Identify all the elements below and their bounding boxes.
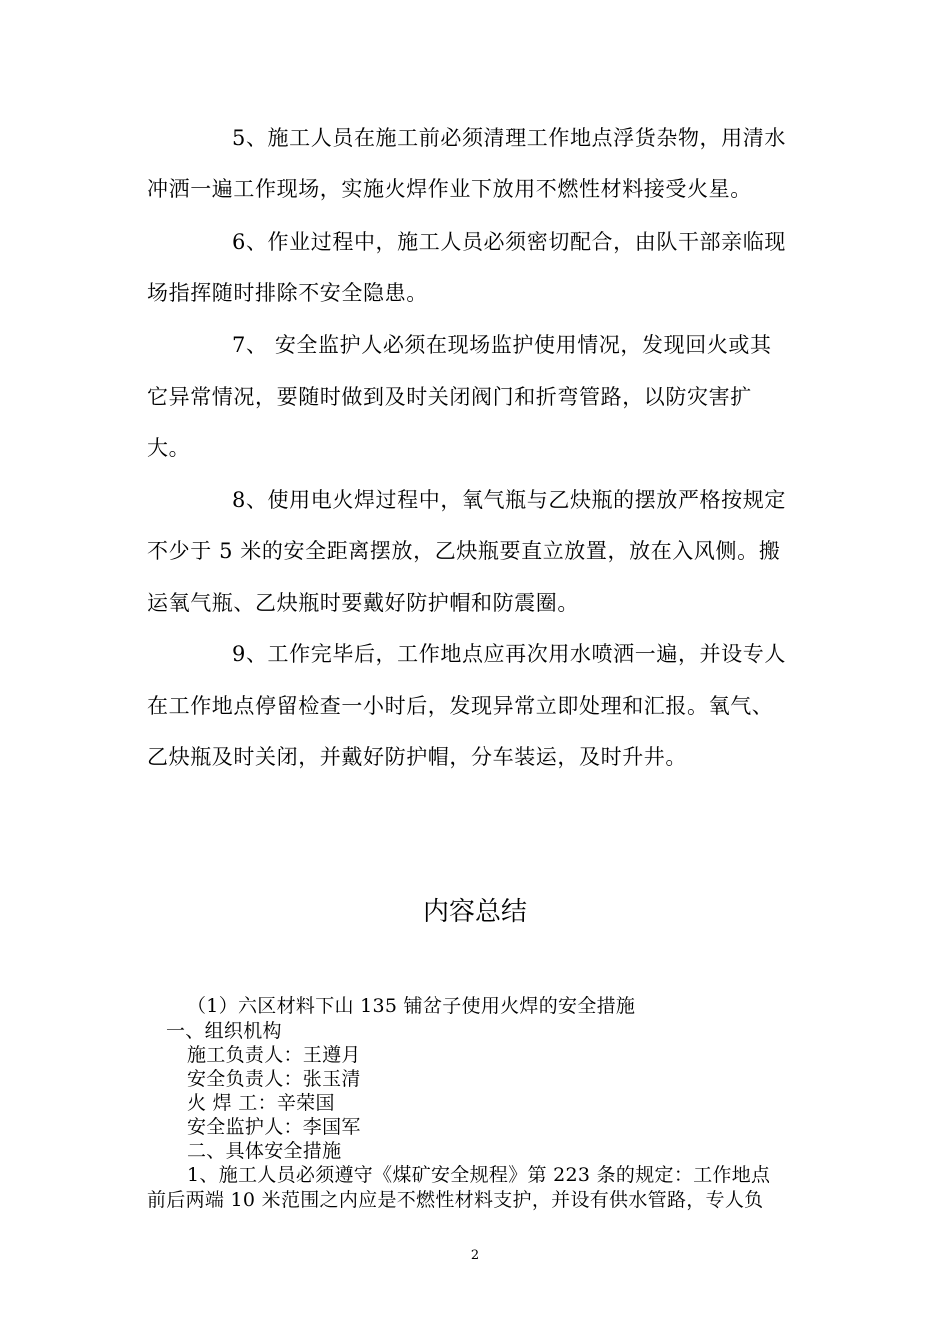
paragraph-7-line-2: 它异常情况，要随时做到及时关闭阀门和折弯管路，以防灾害扩 (147, 385, 752, 409)
paragraph-5-line-1: 5、施工人员在施工前必须清理工作地点浮货杂物，用清水 (232, 126, 786, 150)
paragraph-7-line-1: 7、 安全监护人必须在现场监护使用情况，发现回火或其 (232, 333, 772, 357)
summary-line-measure-1-line-2: 前后两端 10 米范围之内应是不燃性材料支护，并设有供水管路，专人负 (147, 1189, 764, 1211)
paragraph-6-line-2: 场指挥随时排除不安全隐患。 (147, 281, 428, 305)
paragraph-7-line-3: 大。 (147, 436, 191, 460)
summary-line-measure-1-line-1: 1、施工人员必须遵守《煤矿安全规程》第 223 条的规定：工作地点 (187, 1164, 771, 1186)
summary-line-welder: 火 焊 工：辛荣国 (187, 1092, 335, 1114)
paragraph-6-line-1: 6、作业过程中，施工人员必须密切配合，由队干部亲临现 (232, 230, 786, 254)
summary-line-safety-monitor: 安全监护人：李国军 (187, 1116, 361, 1138)
summary-line-construction-lead: 施工负责人：王遵月 (187, 1044, 361, 1066)
paragraph-5-line-2: 冲洒一遍工作现场，实施火焊作业下放用不燃性材料接受火星。 (147, 177, 752, 201)
page-number: 2 (470, 1248, 480, 1263)
paragraph-9-line-1: 9、工作完毕后，工作地点应再次用水喷洒一遍，并设专人 (232, 642, 786, 666)
paragraph-8-line-3: 运氧气瓶、乙炔瓶时要戴好防护帽和防震圈。 (147, 591, 579, 615)
summary-line-heading: （1）六区材料下山 135 铺岔子使用火焊的安全措施 (187, 995, 636, 1017)
paragraph-8-line-1: 8、使用电火焊过程中，氧气瓶与乙炔瓶的摆放严格按规定 (232, 488, 786, 512)
summary-line-safety-lead: 安全负责人：张玉清 (187, 1068, 361, 1090)
summary-line-section-1: 一、组织机构 (166, 1020, 282, 1042)
paragraph-9-line-3: 乙炔瓶及时关闭，并戴好防护帽，分车装运，及时升井。 (147, 745, 687, 769)
summary-title: 内容总结 (422, 897, 527, 927)
summary-line-section-2: 二、具体安全措施 (187, 1140, 342, 1162)
paragraph-9-line-2: 在工作地点停留检查一小时后，发现异常立即处理和汇报。氧气、 (147, 694, 774, 718)
paragraph-8-line-2: 不少于 5 米的安全距离摆放，乙炔瓶要直立放置，放在入风侧。搬 (147, 539, 781, 563)
